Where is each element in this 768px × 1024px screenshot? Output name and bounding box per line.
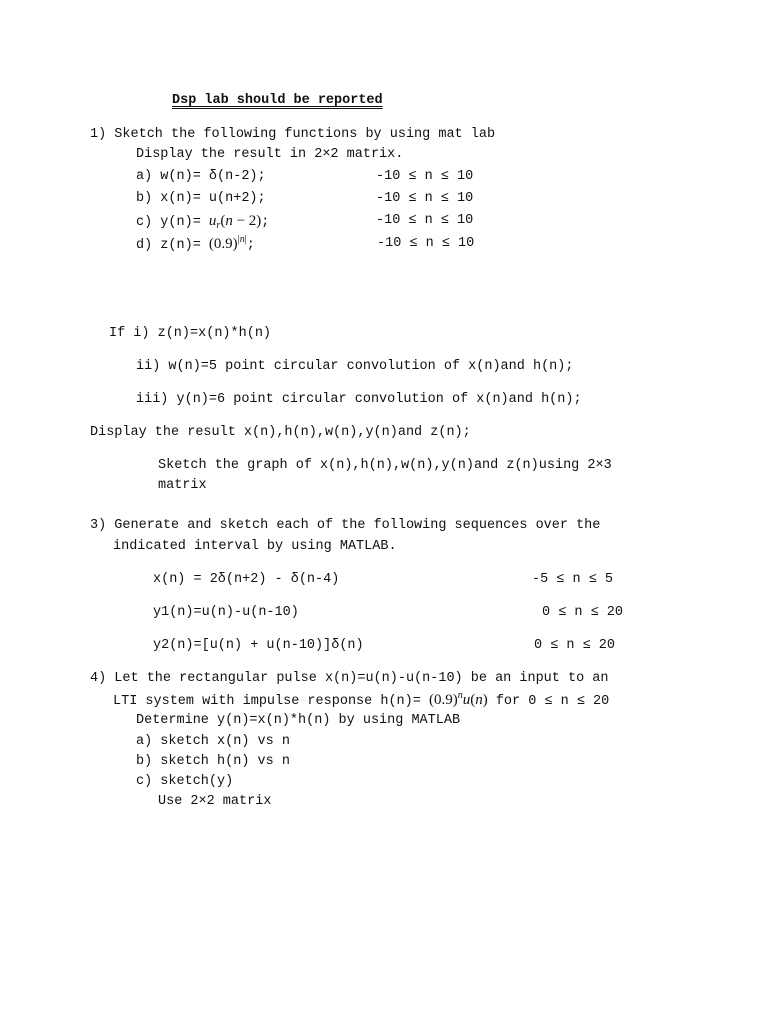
q1-item-c-math: $u_r(n - 2)$ [208, 213, 262, 231]
q1-item-d-math: $(0.9)^{|n|}$ [208, 234, 247, 252]
q2-item-iii: iii) y(n)=6 point circular convolution of x(n)and h(n); [136, 392, 582, 407]
q1-item-a: a) w(n)= δ(n-2); [136, 169, 266, 184]
q1-item-d-range: -10 ≤ n ≤ 10 [377, 236, 475, 251]
q4-line1: 4) Let the rectangular pulse x(n)=u(n)-u(n-10) be an input to an [90, 671, 609, 686]
q4-item-c: c) sketch(y) [136, 774, 234, 789]
q2-item-i: If i) z(n)=x(n)*h(n) [109, 326, 272, 341]
q1-item-d-prefix: d) z(n)= [136, 238, 201, 253]
q3-x-expression: x(n) = 2δ(n+2) - δ(n-4) [153, 572, 340, 587]
q1-item-c-range: -10 ≤ n ≤ 10 [376, 213, 474, 228]
q3-y1-expression: y1(n)=u(n)-u(n-10) [153, 605, 299, 620]
q1-line1: 1) Sketch the following functions by using mat lab [90, 127, 496, 142]
q1-item-b-range: -10 ≤ n ≤ 10 [376, 191, 474, 206]
q3-y1-range: 0 ≤ n ≤ 20 [542, 605, 624, 620]
q4-use-matrix: Use 2×2 matrix [158, 794, 272, 809]
q3-x-range: -5 ≤ n ≤ 5 [532, 572, 614, 587]
q4-item-b: b) sketch h(n) vs n [136, 754, 290, 769]
q1-item-b: b) x(n)= u(n+2); [136, 191, 266, 206]
q1-item-d-suffix: ; [246, 238, 255, 253]
q4-line2-prefix: LTI system with impulse response h(n)= [113, 694, 421, 709]
q1-line2: Display the result in 2×2 matrix. [136, 147, 404, 162]
q3-y2-expression: y2(n)=[u(n) + u(n-10)]δ(n) [153, 638, 364, 653]
q2-sketch-line1: Sketch the graph of x(n),h(n),w(n),y(n)and z(n)using 2×3 [158, 458, 612, 473]
q4-item-a: a) sketch x(n) vs n [136, 734, 290, 749]
q4-line2 [113, 691, 609, 711]
q4-line2-suffix: for 0 ≤ n ≤ 20 [495, 694, 610, 709]
q3-y2-range: 0 ≤ n ≤ 20 [534, 638, 616, 653]
q1-item-c-suffix: ; [261, 215, 270, 230]
q4-determine: Determine y(n)=x(n)*h(n) by using MATLAB [136, 713, 461, 728]
q2-sketch-line2: matrix [158, 478, 207, 493]
q3-line2: indicated interval by using MATLAB. [113, 539, 397, 554]
q1-item-d [136, 235, 255, 255]
q1-item-c-prefix: c) y(n)= [136, 215, 201, 230]
q2-item-ii: ii) w(n)=5 point circular convolution of x(n)and h(n); [136, 359, 574, 374]
q1-item-c [136, 212, 269, 232]
q3-line1: 3) Generate and sketch each of the following sequences over the [90, 518, 601, 533]
q4-line2-math: $(0.9)^nu(n)$ [428, 690, 488, 708]
q2-display: Display the result x(n),h(n),w(n),y(n)and z(n); [90, 425, 471, 440]
document-title: Dsp lab should be reported [172, 93, 383, 108]
q1-item-a-range: -10 ≤ n ≤ 10 [376, 169, 474, 184]
